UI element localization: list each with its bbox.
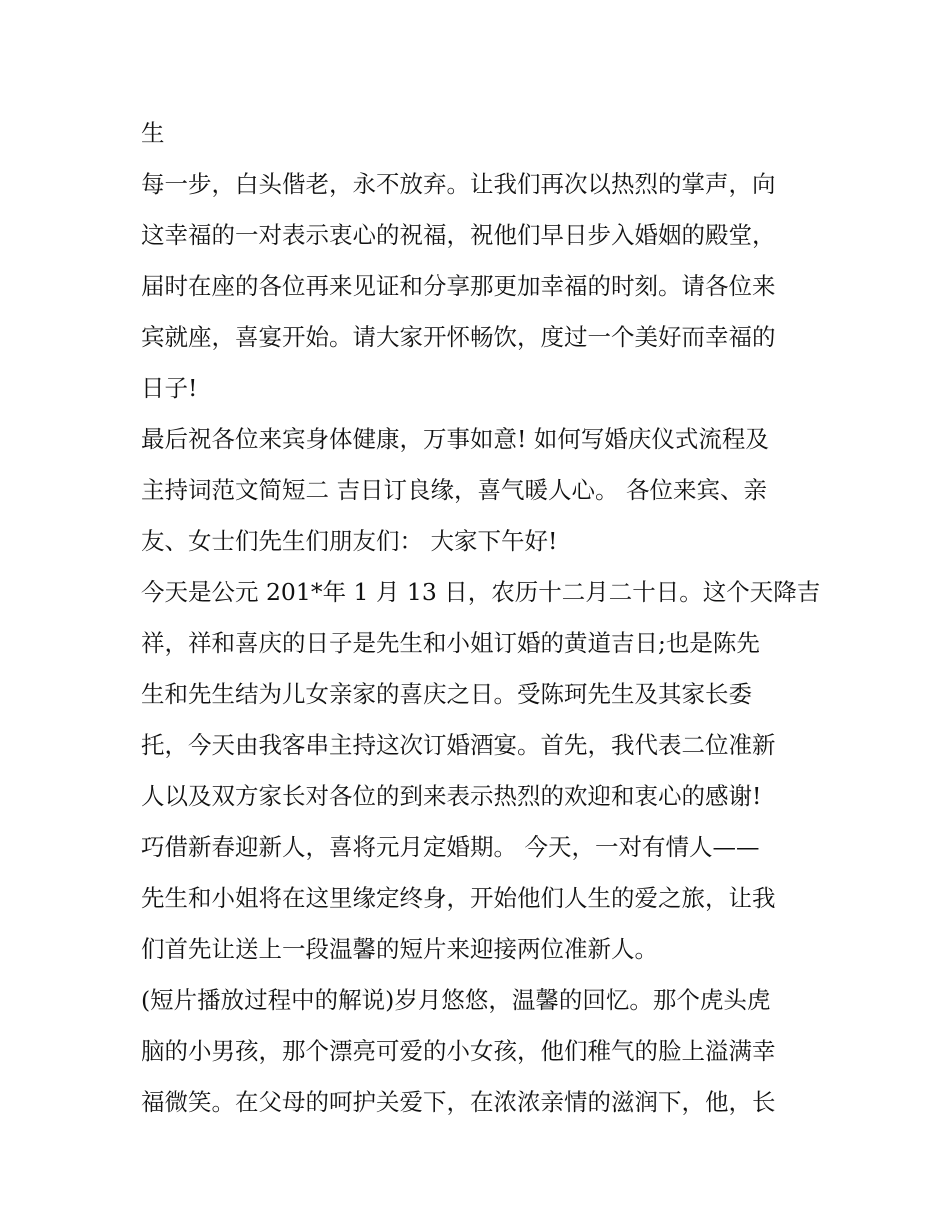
text-line: 巧借新春迎新人，喜将元月定婚期。 今天，一对有情人——: [141, 833, 760, 861]
text-line: 们首先让送上一段温馨的短片来迎接两位准新人。: [141, 935, 658, 963]
text-line: 日子!: [141, 374, 198, 402]
text-line: 福微笑。在父母的呵护关爱下，在浓浓亲情的滋润下，他，长: [141, 1088, 776, 1116]
text-line: 脑的小男孩，那个漂亮可爱的小女孩，他们稚气的脸上溢满幸: [141, 1037, 776, 1065]
text-line: 人以及双方家长对各位的到来表示热烈的欢迎和衷心的感谢!: [141, 782, 762, 810]
text-line: 友、女士们先生们朋友们： 大家下午好!: [141, 527, 558, 555]
text-line: 祥，祥和喜庆的日子是先生和小姐订婚的黄道吉日;也是陈先: [141, 629, 760, 657]
text-line: 托，今天由我客串主持这次订婚酒宴。首先，我代表二位准新: [141, 731, 776, 759]
text-line: 先生和小姐将在这里缘定终身，开始他们人生的爱之旅，让我: [141, 884, 776, 912]
text-line: 宾就座，喜宴开始。请大家开怀畅饮，度过一个美好而幸福的: [141, 323, 776, 351]
text-line: 今天是公元 201*年 1 月 13 日，农历十二月二十日。这个天降吉: [141, 578, 821, 606]
text-line: 这幸福的一对表示衷心的祝福，祝他们早日步入婚姻的殿堂，: [141, 221, 776, 249]
text-line: (短片播放过程中的解说)岁月悠悠，温馨的回忆。那个虎头虎: [141, 986, 771, 1014]
document-body-text: [141, 108, 821, 1128]
text-line: 届时在座的各位再来见证和分享那更加幸福的时刻。请各位来: [141, 272, 776, 300]
text-line: 生: [141, 119, 165, 147]
text-line: 生和先生结为儿女亲家的喜庆之日。受陈珂先生及其家长委: [141, 680, 752, 708]
text-line: 主持词范文简短二 吉日订良缘，喜气暖人心。 各位来宾、亲: [141, 476, 767, 504]
text-line: 每一步，白头偕老，永不放弃。让我们再次以热烈的掌声，向: [141, 170, 776, 198]
text-line: 最后祝各位来宾身体健康，万事如意! 如何写婚庆仪式流程及: [141, 425, 769, 453]
